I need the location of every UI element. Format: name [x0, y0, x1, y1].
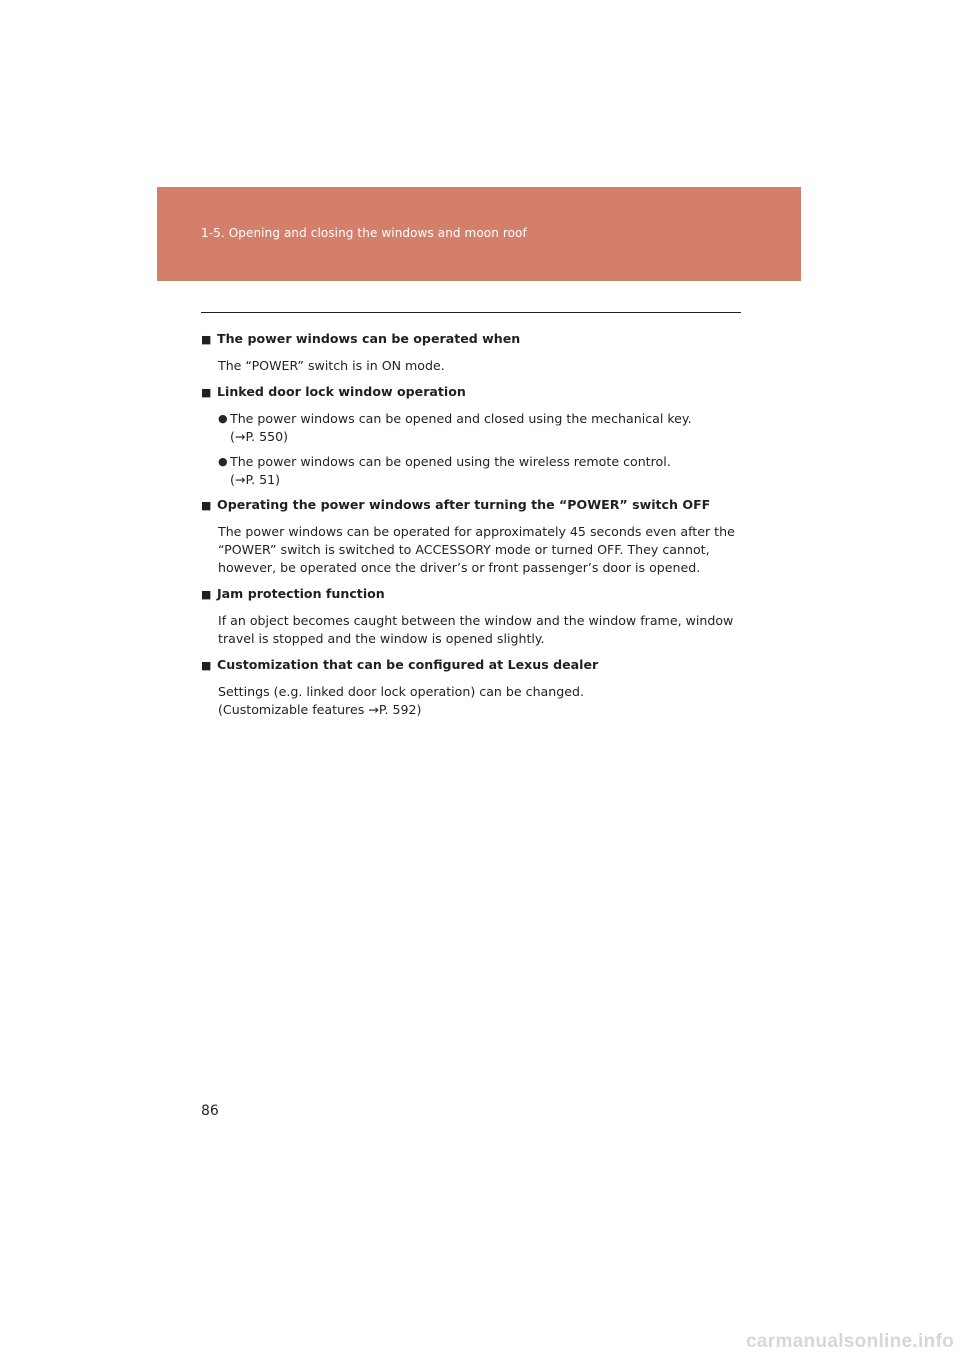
note-heading-text: Jam protection function — [217, 586, 385, 601]
list-item — [201, 453, 746, 489]
watermark: carmanualsonline.info — [746, 1331, 954, 1352]
note-heading — [201, 496, 746, 515]
list-item-text: The power windows can be opened using the wireless remote control. — [230, 454, 671, 469]
note-heading-text: Customization that can be configured at Lexus dealer — [217, 657, 599, 672]
list-item-text: The power windows can be opened and closed using the mechanical key. — [230, 411, 692, 426]
note-heading — [201, 656, 746, 675]
note-heading — [201, 330, 746, 349]
note-heading — [201, 383, 746, 402]
circle-bullet-icon: ● — [218, 412, 228, 425]
note-body-line: Settings (e.g. linked door lock operation) can be changed. — [218, 684, 584, 699]
note-body — [201, 683, 746, 719]
page-number: 86 — [201, 1103, 219, 1119]
square-bullet-icon: ■ — [201, 499, 212, 512]
note-body: The power windows can be operated for approximately 45 seconds even after the “POWER” switch is switched to ACCESSORY mode or turned OFF. They cannot, however, be operated once the driver’s or front passenger’s door is opened. — [218, 524, 735, 575]
square-bullet-icon: ■ — [201, 386, 212, 399]
notes-content — [201, 330, 746, 727]
divider — [201, 312, 741, 313]
note-body: The “POWER” switch is in ON mode. — [218, 358, 445, 373]
square-bullet-icon: ■ — [201, 588, 212, 601]
note-heading — [201, 585, 746, 604]
page-reference-link[interactable]: (→P. 550) — [230, 429, 289, 444]
square-bullet-icon: ■ — [201, 333, 212, 346]
note-heading-text: The power windows can be operated when — [217, 331, 521, 346]
circle-bullet-icon: ● — [218, 455, 228, 468]
note-body: If an object becomes caught between the window and the window frame, window travel is stopped and the window is opened slightly. — [218, 613, 734, 646]
list-item — [201, 410, 746, 446]
page-reference-link[interactable]: (→P. 51) — [230, 472, 281, 487]
square-bullet-icon: ■ — [201, 659, 212, 672]
page-reference-link[interactable]: (Customizable features →P. 592) — [218, 702, 422, 717]
section-title: 1-5. Opening and closing the windows and moon roof — [201, 226, 527, 240]
note-heading-text: Operating the power windows after turning the “POWER” switch OFF — [217, 497, 711, 512]
note-heading-text: Linked door lock window operation — [217, 384, 466, 399]
